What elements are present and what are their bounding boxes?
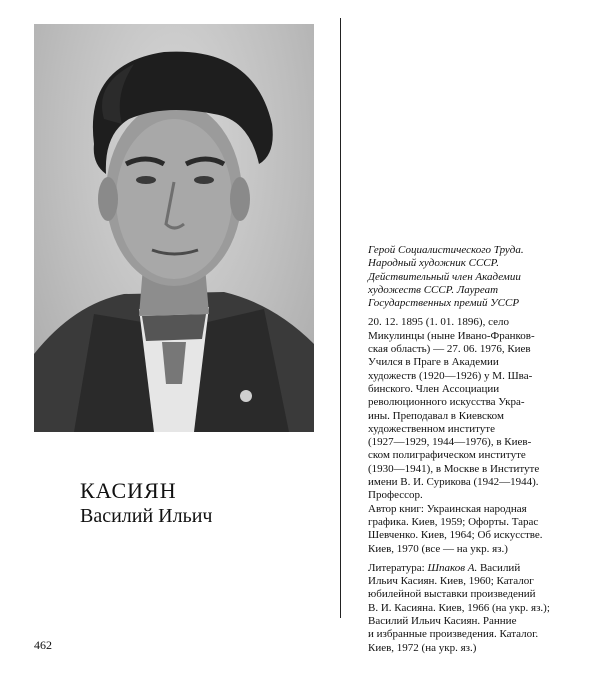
portrait-photo	[34, 24, 314, 432]
literature	[368, 562, 586, 655]
name-block	[80, 478, 213, 528]
biography	[368, 244, 586, 661]
column-divider	[340, 18, 341, 618]
life-summary: 20. 12. 1895 (1. 01. 1896), село Микулинцы (ныне Ивано-Франков- ская область) — 27. 06. 1976, Киев Учился в Праге в Академии художеств (1920—1926) у М. Шва- бинского. Член Ассоциации революционного искусства Укра- ины. Преподавал в Киевском художественном институте (1927—1929, 1944—1976), в Киев- ском полиграфическом институте (1930—1941), в Москве в Институте имени В. И. Сурикова (1942—1944). Профессор. Автор книг: Украинская народная графика. Киев, 1959; Офорты. Тарас Шевченко. Киев, 1964; Об искусстве. Киев, 1970 (все — на укр. яз.)	[368, 316, 543, 555]
literature-label: Литература:	[368, 561, 428, 574]
literature-author: Шпаков А.	[427, 561, 478, 574]
artist-surname: КАСИЯН	[80, 478, 177, 503]
literature-text: Василий Ильич Касиян. Киев, 1960; Каталог юбилейной выставки произведений В. И. Касияна. Киев, 1966 (на укр. яз.); Василий Ильич Касиян. Ранние и избранные произведения. Каталог. Киев, 1972 (на укр. яз.)	[368, 561, 550, 654]
page-number: 462	[34, 638, 52, 652]
artist-given-name: Василий Ильич	[80, 505, 213, 527]
honorary-titles: Герой Социалистического Труда. Народный художник СССР. Действительный член Академии художеств СССР. Лауреат Государственных премий УССР	[368, 244, 524, 310]
